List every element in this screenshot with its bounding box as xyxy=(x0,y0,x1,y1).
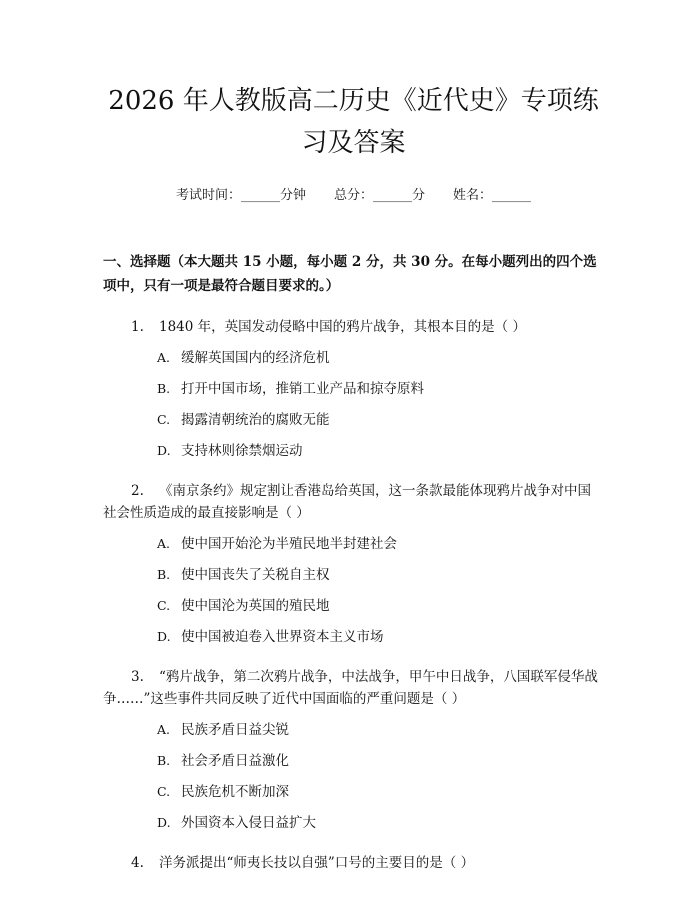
option-text: 缓解英国国内的经济危机 xyxy=(181,350,330,366)
option-letter: B. xyxy=(157,567,171,582)
option-text: 外国资本入侵日益扩大 xyxy=(181,815,316,831)
exam-info xyxy=(103,186,604,206)
option xyxy=(103,719,604,741)
option xyxy=(103,440,604,462)
name-label: 姓名： xyxy=(453,188,493,203)
name-blank: ______ xyxy=(492,188,532,203)
option-list xyxy=(103,533,604,648)
question-text: 1840 年，英国发动侵略中国的鸦片战争，其根本目的是（ ） xyxy=(159,319,526,335)
time-label: 考试时间： xyxy=(175,188,241,203)
question-text: 洋务派提出“师夷长技以自强”口号的主要目的是（ ） xyxy=(159,855,475,871)
question-number: 4. xyxy=(131,855,144,871)
time-unit: 分钟 xyxy=(279,188,306,203)
document-title: 2026 年人教版高二历史《近代史》专项练习及答案 xyxy=(108,86,599,158)
question xyxy=(103,316,604,338)
section-heading: 一、选择题（本大题共 15 小题，每小题 2 分，共 30 分。在每小题列出的四个选项中，只有一项是最符合题目要求的。） xyxy=(103,254,597,294)
option xyxy=(103,781,604,803)
question-number: 1. xyxy=(131,319,144,335)
question-number: 2. xyxy=(131,483,144,499)
option xyxy=(103,533,604,555)
option-list xyxy=(103,719,604,834)
option xyxy=(103,378,604,400)
option-text: 打开中国市场，推销工业产品和掠夺原料 xyxy=(181,381,424,397)
option xyxy=(103,595,604,617)
question xyxy=(103,666,604,710)
score-blank: ______ xyxy=(373,188,412,203)
option-text: 使中国开始沦为半殖民地半封建社会 xyxy=(181,536,397,552)
option xyxy=(103,750,604,772)
option-text: 民族矛盾日益尖锐 xyxy=(181,722,289,738)
option-letter: C. xyxy=(157,598,171,613)
score-unit: 分 xyxy=(412,188,426,203)
option-letter: D. xyxy=(157,443,171,458)
option-letter: C. xyxy=(157,412,171,427)
option xyxy=(103,347,604,369)
option-letter: D. xyxy=(157,629,171,644)
option-letter: D. xyxy=(157,815,171,830)
question-text: 《南京条约》规定割让香港岛给英国，这一条款最能体现鸦片战争对中国社会性质造成的最直接影响是（ ） xyxy=(103,483,591,521)
question xyxy=(103,480,604,524)
option-letter: A. xyxy=(157,722,171,737)
option-letter: C. xyxy=(157,784,171,799)
question-text: “鸦片战争，第二次鸦片战争，中法战争，甲午中日战争，八国联军侵华战争……”这些事件共同反映了近代中国面临的严重问题是（ ） xyxy=(103,669,598,707)
option xyxy=(103,626,604,648)
option-text: 使中国沦为英国的殖民地 xyxy=(181,598,330,614)
time-blank: ______ xyxy=(240,188,280,203)
option-letter: A. xyxy=(157,350,171,365)
option-letter: A. xyxy=(157,536,171,551)
option-text: 使中国被迫卷入世界资本主义市场 xyxy=(181,629,384,645)
option-text: 使中国丧失了关税自主权 xyxy=(181,567,330,583)
option xyxy=(103,564,604,586)
option-letter: B. xyxy=(157,753,171,768)
option-text: 民族危机不断加深 xyxy=(181,784,289,800)
question xyxy=(103,852,604,874)
option-letter: B. xyxy=(157,381,171,396)
option-text: 揭露清朝统治的腐败无能 xyxy=(181,412,330,428)
option-list xyxy=(103,347,604,462)
question-number: 3. xyxy=(131,669,144,685)
option xyxy=(103,409,604,431)
option-text: 社会矛盾日益激化 xyxy=(181,753,289,769)
score-label: 总分： xyxy=(333,188,373,203)
option-text: 支持林则徐禁烟运动 xyxy=(181,443,303,459)
option xyxy=(103,812,604,834)
